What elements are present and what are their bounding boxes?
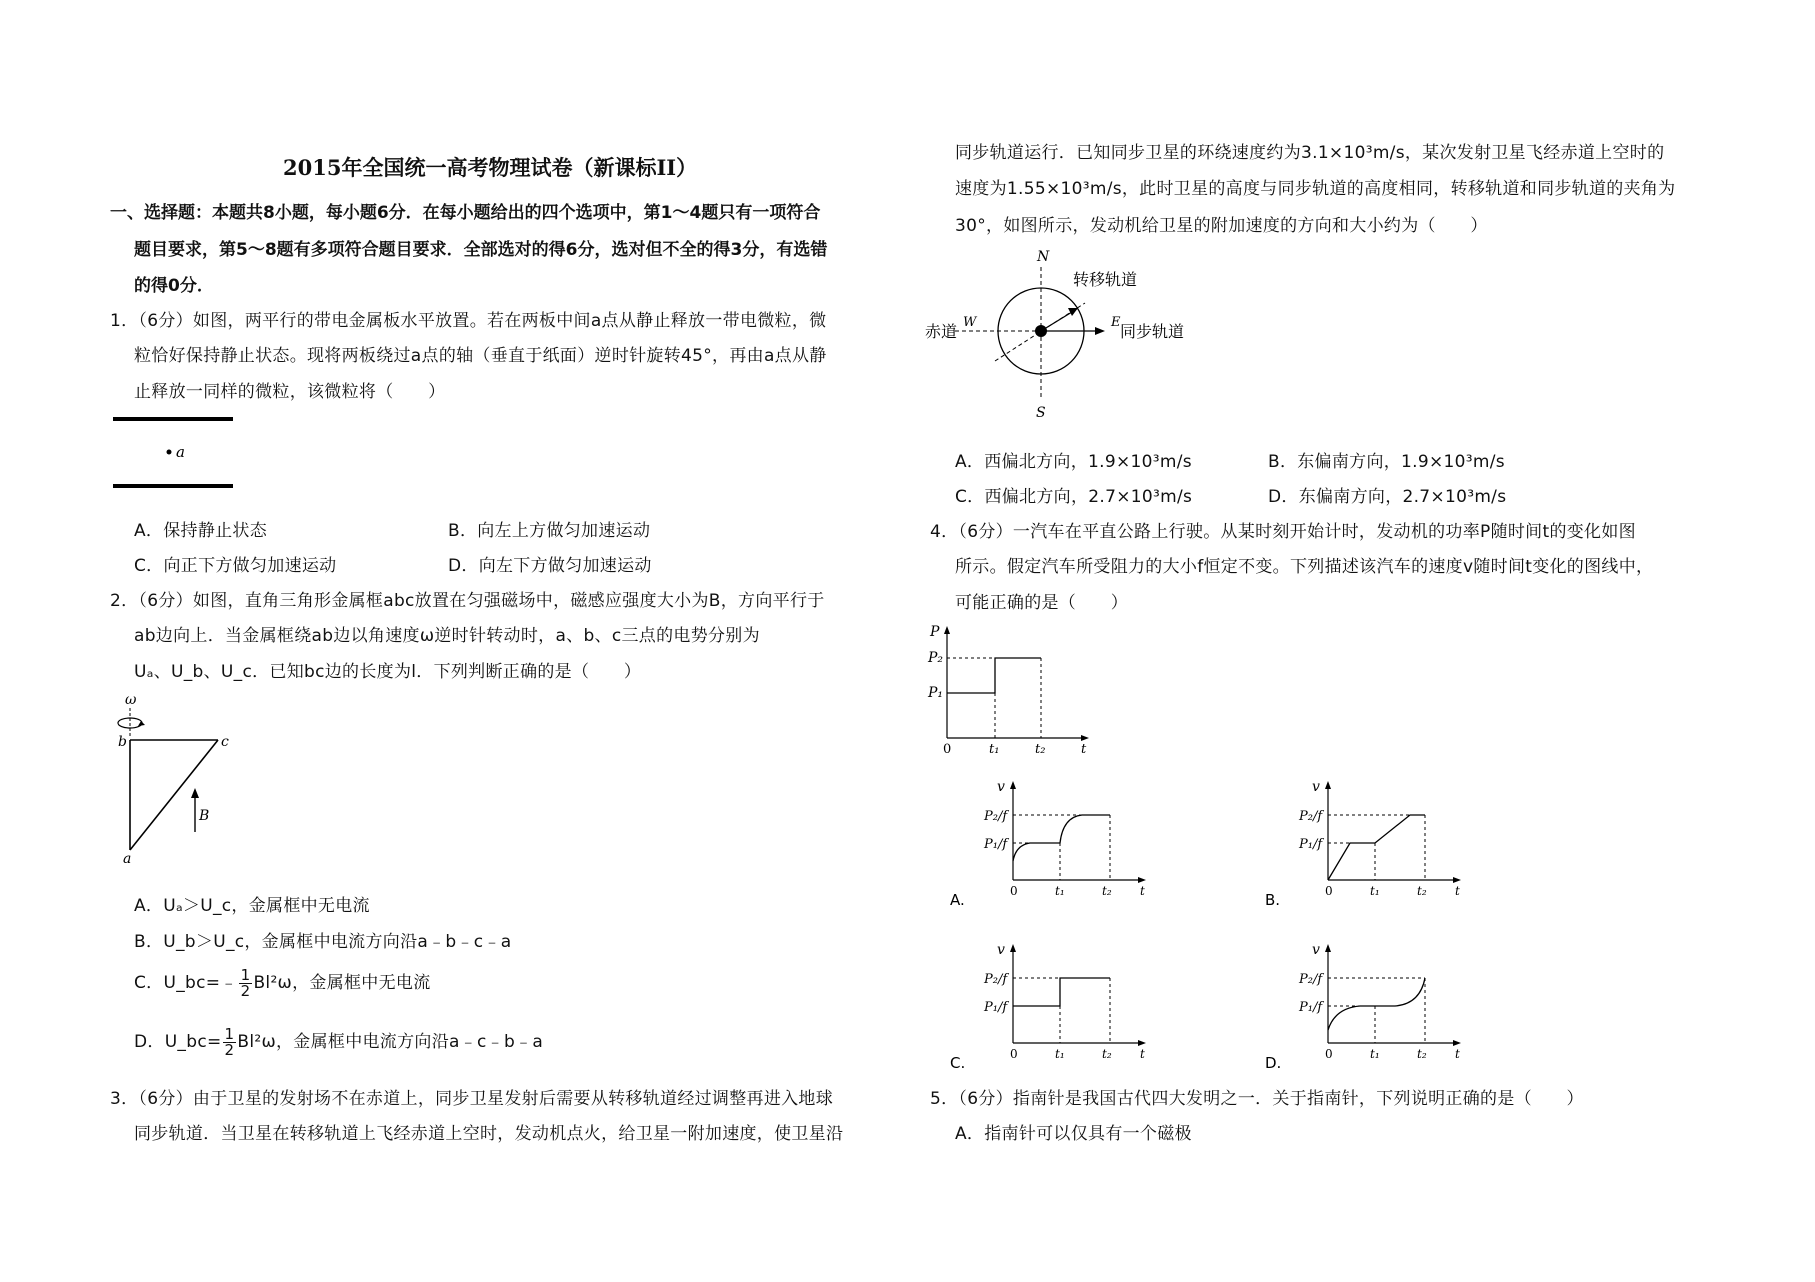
v-axis-label: v <box>1312 779 1320 795</box>
section-heading-line2: 题目要求，第5～8题有多项符合题目要求．全部选对的得6分，选对但不全的得3分，有选错 <box>134 240 828 260</box>
t-axis-arrow <box>1138 1040 1146 1046</box>
q2-option-d-suffix: Bl²ω，金属框中电流方向沿a﹣c﹣b﹣a <box>237 1032 544 1052</box>
sync-orbit-label: 同步轨道 <box>1120 322 1185 341</box>
t-axis-arrow <box>1138 877 1146 883</box>
q2-line2: ab边向上．当金属框绕ab边以角速度ω逆时针转动时，a、b、c三点的电势分别为 <box>134 626 760 646</box>
west-label: W <box>963 315 977 330</box>
origin-label: 0 <box>1010 1047 1018 1061</box>
q4-option-c-graph[interactable] <box>950 938 1150 1073</box>
q1-option-a[interactable]: A．保持静止状态 <box>134 521 268 541</box>
q3-line5: 30°，如图所示，发动机给卫星的附加速度的方向和大小约为（ ） <box>955 216 1488 236</box>
t2-label: t₂ <box>1417 884 1427 898</box>
p-axis-label: P <box>930 624 940 640</box>
vertex-b-label: b <box>118 734 127 750</box>
t2-label: t₂ <box>1035 742 1046 755</box>
fraction-numerator: 1 <box>240 965 251 984</box>
fraction-denominator: 2 <box>224 1040 235 1059</box>
t1-label: t₁ <box>1370 884 1380 898</box>
q2-option-c[interactable] <box>134 964 431 1002</box>
q1-option-d[interactable]: D．向左下方做匀加速运动 <box>448 556 652 576</box>
t-axis-arrow <box>1453 1040 1461 1046</box>
q4-option-c-label: C. <box>950 1054 966 1072</box>
t-axis-arrow <box>1081 735 1089 741</box>
fraction-half <box>239 965 253 1000</box>
sync-arrow-head <box>1095 327 1105 335</box>
v-axis-label: v <box>997 942 1005 958</box>
q1-line3: 止释放一同样的微粒，该微粒将（ ） <box>134 382 446 402</box>
q3-line1: 3．（6分）由于卫星的发射场不在赤道上，同步卫星发射后需要从转移轨道经过调整再进入地球 <box>110 1089 834 1109</box>
q2-option-d[interactable] <box>134 1023 543 1061</box>
t1-label: t₁ <box>989 742 1000 755</box>
p2f-label: P₂/f <box>984 809 1008 824</box>
south-label: S <box>1036 405 1046 421</box>
page-title: 2015年全国统一高考物理试卷（新课标II） <box>283 155 698 180</box>
t1-label: t₁ <box>1370 1047 1380 1061</box>
q2-option-c-prefix: C．U_bc=﹣ <box>134 973 238 993</box>
q1-line1: 1．（6分）如图，两平行的带电金属板水平放置。若在两板中间a点从静止释放一带电微粒，微 <box>110 311 827 331</box>
fraction-denominator: 2 <box>240 981 251 1000</box>
q2-option-a[interactable]: A．Uₐ＞U_c，金属框中无电流 <box>134 896 370 916</box>
q4-option-d-label: D. <box>1265 1054 1282 1072</box>
origin-label: 0 <box>1010 884 1018 898</box>
origin-label: 0 <box>1325 1047 1333 1061</box>
t2-label: t₂ <box>1102 884 1112 898</box>
q4-line1: 4．（6分）一汽车在平直公路上行驶。从某时刻开始计时，发动机的功率P随时间t的变化如图 <box>930 522 1636 542</box>
field-B-label: B <box>199 808 210 824</box>
q5-option-a[interactable]: A．指南针可以仅具有一个磁极 <box>955 1124 1192 1144</box>
q2-option-c-suffix: Bl²ω，金属框中无电流 <box>253 973 431 993</box>
q4-line3: 可能正确的是（ ） <box>955 593 1128 613</box>
transfer-orbit-label: 转移轨道 <box>1073 270 1138 289</box>
q2-triangle-figure <box>105 690 245 865</box>
v-axis-arrow <box>1010 781 1016 789</box>
velocity-curve <box>1013 815 1110 861</box>
transfer-arrow-head <box>1068 308 1078 316</box>
edge-ac <box>130 740 218 850</box>
q3-orbit-figure <box>925 243 1225 423</box>
q4-power-time-graph <box>925 620 1100 755</box>
p2f-label: P₂/f <box>1299 809 1323 824</box>
t2-label: t₂ <box>1417 1047 1427 1061</box>
q2-line3: Uₐ、U_b、U_c．已知bc边的长度为l．下列判断正确的是（ ） <box>134 662 642 682</box>
p1f-label: P₁/f <box>1299 1000 1323 1015</box>
p1f-label: P₁/f <box>984 1000 1008 1015</box>
rotation-arrow-head <box>138 721 145 726</box>
q1-option-b[interactable]: B．向左上方做匀加速运动 <box>448 521 651 541</box>
q1-option-c[interactable]: C．向正下方做匀加速运动 <box>134 556 337 576</box>
q3-option-c[interactable]: C．西偏北方向，2.7×10³m/s <box>955 487 1193 507</box>
equator-label: 赤道 <box>925 322 958 341</box>
vertex-a-label: a <box>123 851 132 865</box>
section-heading-line1: 一、选择题：本题共8小题，每小题6分．在每小题给出的四个选项中，第1～4题只有一项符合 <box>110 203 821 223</box>
q4-option-b-label: B. <box>1265 891 1281 909</box>
q2-option-d-prefix: D．U_bc= <box>134 1032 222 1052</box>
q4-line2: 所示。假定汽车所受阻力的大小f恒定不变。下列描述该汽车的速度v随时间t变化的图线中， <box>955 557 1654 577</box>
fraction-numerator: 1 <box>224 1024 235 1043</box>
t-axis-label: t <box>1140 884 1145 898</box>
p2f-label: P₂/f <box>984 972 1008 987</box>
p2f-label: P₂/f <box>1299 972 1323 987</box>
fraction-half <box>223 1024 237 1059</box>
t-axis-label: t <box>1140 1047 1145 1061</box>
v-axis-label: v <box>997 779 1005 795</box>
t1-label: t₁ <box>1055 1047 1065 1061</box>
omega-label: ω <box>125 692 137 708</box>
t-axis-label: t <box>1455 884 1460 898</box>
v-axis-arrow <box>1010 944 1016 952</box>
east-label: E <box>1111 315 1121 330</box>
t-axis-label: t <box>1455 1047 1460 1061</box>
point-a-dot <box>167 450 172 455</box>
velocity-curve <box>1013 978 1110 1006</box>
north-label: N <box>1037 249 1050 265</box>
v-axis-arrow <box>1325 944 1331 952</box>
q3-option-d[interactable]: D．东偏南方向，2.7×10³m/s <box>1268 487 1507 507</box>
section-heading-line3: 的得0分． <box>134 276 214 296</box>
p2-label: P₂ <box>928 650 944 666</box>
velocity-curve <box>1328 815 1425 880</box>
p1f-label: P₁/f <box>984 837 1008 852</box>
field-arrow-head <box>191 788 199 798</box>
v-axis-arrow <box>1325 781 1331 789</box>
q3-line4: 速度为1.55×10³m/s，此时卫星的高度与同步轨道的高度相同，转移轨道和同步轨道的夹角为 <box>955 179 1676 199</box>
q4-option-b-graph[interactable] <box>1265 775 1465 910</box>
q4-option-d-graph[interactable] <box>1265 938 1465 1073</box>
velocity-curve <box>1328 978 1425 1030</box>
t2-label: t₂ <box>1102 1047 1112 1061</box>
q4-option-a-graph[interactable] <box>950 775 1150 910</box>
t-axis-label: t <box>1081 742 1087 755</box>
power-curve <box>947 658 1041 693</box>
point-a-label: a <box>176 443 185 461</box>
p1-label: P₁ <box>928 685 944 701</box>
q5-line1: 5．（6分）指南针是我国古代四大发明之一．关于指南针，下列说明正确的是（ ） <box>930 1089 1584 1109</box>
q2-line1: 2．（6分）如图，直角三角形金属框abc放置在匀强磁场中，磁感应强度大小为B，方向平行于 <box>110 591 825 611</box>
t-axis-arrow <box>1453 877 1461 883</box>
p1f-label: P₁/f <box>1299 837 1323 852</box>
v-axis-label: v <box>1312 942 1320 958</box>
origin-label: 0 <box>943 742 952 755</box>
p-axis-arrow <box>944 626 950 634</box>
q3-line2: 同步轨道．当卫星在转移轨道上飞经赤道上空时，发动机点火，给卫星一附加速度，使卫星沿 <box>134 1124 844 1144</box>
q1-line2: 粒恰好保持静止状态。现将两板绕过a点的轴（垂直于纸面）逆时针旋转45°，再由a点从静 <box>134 346 827 366</box>
q3-option-b[interactable]: B．东偏南方向，1.9×10³m/s <box>1268 452 1505 472</box>
origin-label: 0 <box>1325 884 1333 898</box>
vertex-c-label: c <box>221 734 229 750</box>
q3-line3: 同步轨道运行．已知同步卫星的环绕速度约为3.1×10³m/s，某次发射卫星飞经赤道上空时的 <box>955 143 1665 163</box>
q4-option-a-label: A. <box>950 891 965 909</box>
q2-option-b[interactable]: B．U_b＞U_c，金属框中电流方向沿a﹣b﹣c﹣a <box>134 932 512 952</box>
satellite-dot <box>1035 325 1047 337</box>
q3-option-a[interactable]: A．西偏北方向，1.9×10³m/s <box>955 452 1192 472</box>
q1-plates-figure <box>105 410 245 495</box>
t1-label: t₁ <box>1055 884 1065 898</box>
